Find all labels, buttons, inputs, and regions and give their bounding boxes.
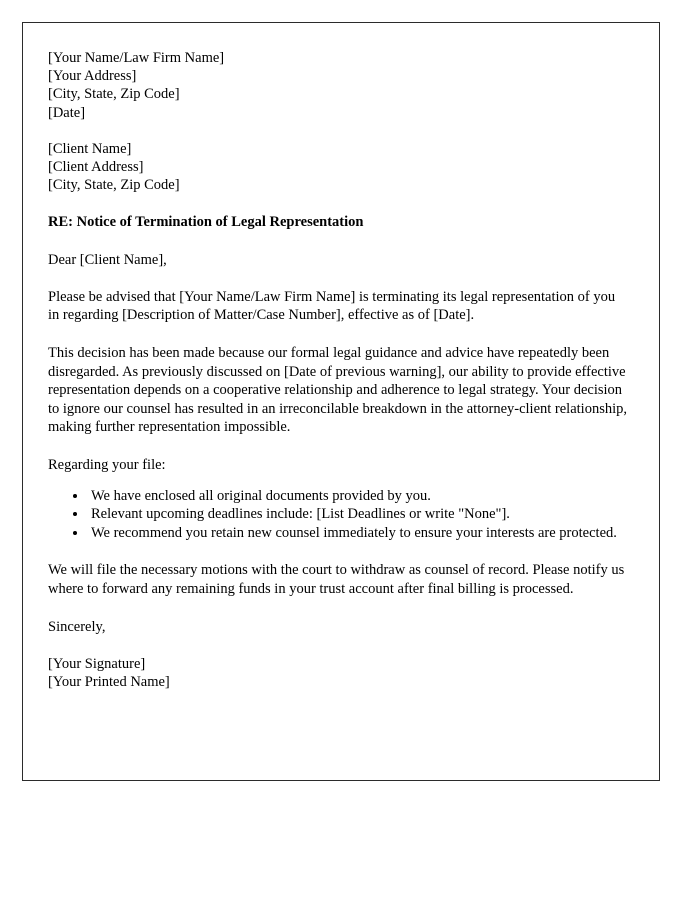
sender-date-line: [Date]: [48, 104, 86, 121]
subject-line: RE: Notice of Termination of Legal Representation: [48, 214, 364, 231]
printed-name-placeholder: [Your Printed Name]: [48, 673, 170, 690]
body-paragraph-3: We will file the necessary motions with the court to withdraw as counsel of record. Please notify us where to forward any remaining funds in your trust account after final billing is processed.: [48, 562, 625, 597]
document-page-border: [22, 22, 660, 781]
address-block-spacer: [48, 122, 629, 140]
sender-address-line: [City, State, Zip Code]: [48, 86, 180, 103]
file-section-intro: Regarding your file:: [48, 456, 166, 473]
sender-address-line: [Your Address]: [48, 68, 137, 85]
recipient-address-line: [Client Address]: [48, 159, 144, 176]
body-paragraph-2: This decision has been made because our formal legal guidance and advice have repeatedly been disregarded. As previously discussed on [Date of previous warning], our ability to provide effective representation depends on a cooperative relationship and adherence to legal strategy. Your decision to ignore our counsel has resulted in an irreconcilable breakdown in the attorney-client relationship, making further representation impossible.: [48, 345, 628, 436]
list-item: • We recommend you retain new counsel immediately to ensure your interests are protected.: [88, 524, 629, 543]
signature-block: [48, 655, 629, 691]
sign-off: Sincerely,: [48, 618, 106, 635]
list-item: • Relevant upcoming deadlines include: [List Deadlines or write "None"].: [88, 505, 629, 524]
signature-placeholder: [Your Signature]: [48, 655, 146, 672]
sender-address-line: [Your Name/Law Firm Name]: [48, 50, 225, 66]
file-items-list: [48, 487, 629, 543]
letter-body: [23, 23, 659, 691]
body-paragraph-1: Please be advised that [Your Name/Law Firm Name] is terminating its legal representation of you in regarding [Description of Matter/Case Number], effective as of [Date].: [48, 288, 616, 324]
recipient-address-line: [City, State, Zip Code]: [48, 177, 180, 194]
sender-address-block: [48, 49, 629, 122]
recipient-address-block: [48, 140, 629, 195]
recipient-address-line: [Client Name]: [48, 140, 132, 157]
salutation: Dear [Client Name],: [48, 251, 167, 268]
list-item: • We have enclosed all original documents provided by you.: [88, 487, 629, 506]
